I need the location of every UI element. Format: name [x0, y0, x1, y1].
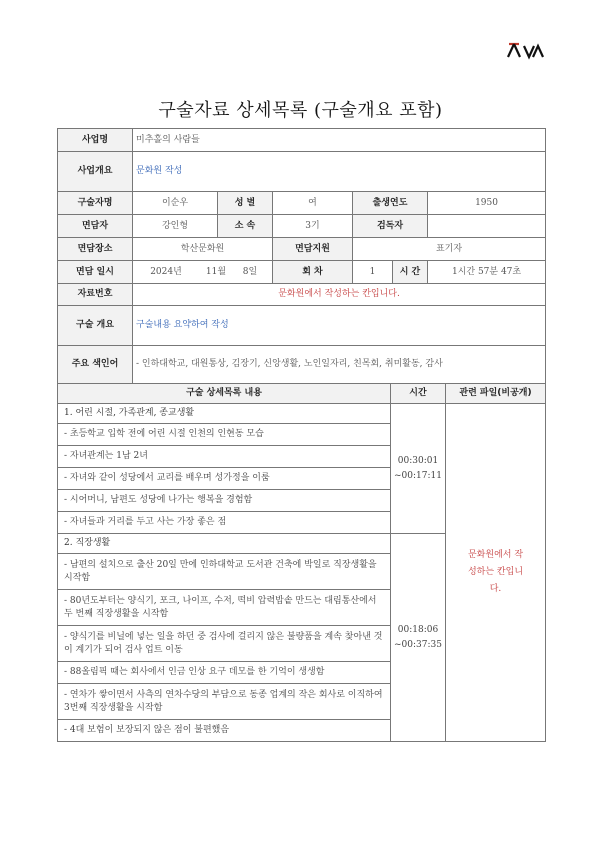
material-no-label: 자료번호 [58, 284, 133, 306]
narrator-value: 이순우 [133, 192, 218, 215]
interviewer-value: 강인형 [133, 215, 218, 238]
reviewer-value [428, 215, 546, 238]
narrator-label: 구술자명 [58, 192, 133, 215]
detail-time-header: 시간 [391, 384, 446, 404]
birth-year-value: 1950 [428, 192, 546, 215]
list-item: - 남편의 설치으로 출산 20일 만에 인하대학교 도서관 건축에 박일로 직장생활을 시작함 [58, 554, 391, 590]
affiliation-label: 소 속 [218, 215, 273, 238]
project-summary-value: 문화원 작성 [133, 152, 546, 192]
date-month: 11월 [205, 266, 227, 277]
gender-value: 여 [273, 192, 353, 215]
detail-table [57, 383, 546, 742]
section-time: 00:30:01 ~00:17:11 [391, 404, 446, 534]
interviewer-label: 면담자 [58, 215, 133, 238]
project-name-label: 사업명 [58, 129, 133, 152]
list-item: - 연차가 쌓이면서 사측의 연차수당의 부담으로 동종 업계의 작은 회사로 이직하여 3번째 직장생활을 시작함 [58, 684, 391, 720]
list-item: - 시어머니, 남편도 성당에 나가는 행복을 경험함 [58, 490, 391, 512]
date-year: 2024년 [150, 266, 182, 277]
oral-summary-label: 구술 개요 [58, 306, 133, 346]
detail-file-header: 관련 파일(비공개) [446, 384, 546, 404]
section-time: 00:18:06 ~00:37:35 [391, 534, 446, 742]
list-item: - 자녀와 같이 성당에서 교리를 배우며 성가정을 이룸 [58, 468, 391, 490]
page-title: 구술자료 상세목록 (구술개요 포함) [158, 100, 443, 121]
summary-table [57, 128, 546, 384]
list-item: - 자녀관계는 1남 2녀 [58, 446, 391, 468]
reviewer-label: 검독자 [353, 215, 428, 238]
date-day: 8일 [242, 266, 258, 277]
place-notation-value: 표기자 [353, 238, 546, 261]
session-label: 회 차 [273, 261, 353, 284]
gender-label: 성 별 [218, 192, 273, 215]
list-item: - 자녀들과 거리를 두고 사는 가장 좋은 점 [58, 512, 391, 534]
time-label: 시 간 [393, 261, 428, 284]
list-item: - 4대 보험이 보장되지 않은 점이 불편했음 [58, 720, 391, 742]
datetime-label: 면담 일시 [58, 261, 133, 284]
session-value: 1 [353, 261, 393, 284]
keywords-value: - 인하대학교, 대원통상, 김장기, 신앙생활, 노인일자리, 친목회, 취미활동, 감사 [133, 346, 546, 384]
time-value: 1시간 57분 47초 [428, 261, 546, 284]
project-name-value: 미추홀의 사람들 [133, 129, 546, 152]
place-label: 면담장소 [58, 238, 133, 261]
birth-year-label: 출생연도 [353, 192, 428, 215]
oral-summary-value: 구술내용 요약하여 작성 [133, 306, 546, 346]
file-note: 문화원에서 작성하는 칸입니다. [446, 404, 546, 742]
affiliation-value: 3기 [273, 215, 353, 238]
keywords-label: 주요 색인어 [58, 346, 133, 384]
material-no-value: 문화원에서 작성하는 칸입니다. [133, 284, 546, 306]
list-item: - 88올림픽 때는 회사에서 인금 인상 요구 데모를 한 기억이 생생함 [58, 662, 391, 684]
list-item: - 초등학교 입학 전에 어린 시절 인천의 인현동 모습 [58, 424, 391, 446]
datetime-value [133, 261, 273, 284]
archive-logo-icon [505, 40, 545, 60]
list-item: - 80년도부터는 양식기, 포크, 나이프, 수저, 떡비 압력밥솥 만드는 대림통산에서 두 번째 직장생활을 시작함 [58, 590, 391, 626]
detail-content-header: 구술 상세목록 내용 [58, 384, 391, 404]
section-title: 2. 직장생활 [58, 534, 391, 554]
place-value: 학산문화원 [133, 238, 273, 261]
place-notation-label: 면담지원 [273, 238, 353, 261]
section-title: 1. 어린 시절, 가족관계, 종교생활 [58, 404, 391, 424]
list-item: - 양식기를 비닐에 넣는 일을 하던 중 검사에 걸리지 않은 불량품을 계속 찾아낸 것이 계기가 되어 검사 업트 이동 [58, 626, 391, 662]
project-summary-label: 사업개요 [58, 152, 133, 192]
